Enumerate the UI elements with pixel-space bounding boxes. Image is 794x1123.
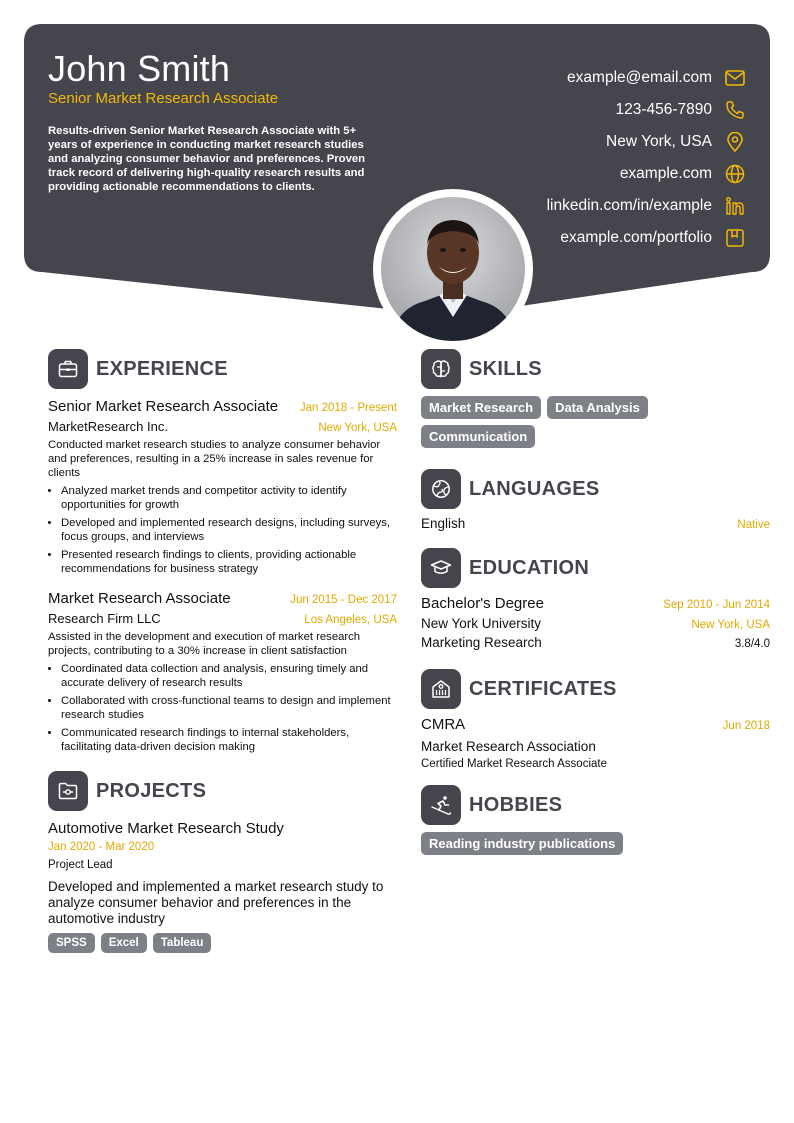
certificates-header [421,668,770,710]
candidate-title: Senior Market Research Associate [48,90,279,107]
brain-icon [421,349,461,389]
contact-location-text: New York, USA [606,133,712,150]
job-bullet: • Analyzed market trends and competitor activity to identify opportunities for growth [61,484,397,512]
certificate-issuer: Market Research Association [421,739,596,754]
job-company: Research Firm LLC [48,611,161,626]
profile-photo-image [381,197,525,341]
hobbies-list [421,832,770,861]
certificate-description: Certified Market Research Associate [421,758,607,770]
globe-network-icon [421,469,461,509]
skill-tag: Market Research [421,396,541,419]
project-tag: Excel [101,933,147,953]
project-tag: SPSS [48,933,95,953]
contact-website[interactable] [366,158,746,190]
candidate-name: John Smith [48,48,231,89]
certificate-name: CMRA [421,716,466,733]
folder-icon [48,771,88,811]
left-column [48,348,397,953]
education-date: Sep 2010 - Jun 2014 [663,599,770,611]
job-company: MarketResearch Inc. [48,419,168,434]
job-bullet: • Developed and implemented research designs, including surveys, focus groups, and interviews [61,516,397,544]
contact-phone[interactable] [366,94,746,126]
phone-icon [724,99,746,121]
project-description: Developed and implemented a market research study to analyze consumer behavior and preferences in the automotive industry [48,879,384,926]
education-gpa: 3.8/4.0 [734,638,770,650]
hobbies-heading: HOBBIES [469,793,563,816]
institution-icon [421,669,461,709]
job-date: Jun 2015 - Dec 2017 [290,594,397,606]
skill-tag: Communication [421,425,535,448]
languages-heading: LANGUAGES [469,477,600,500]
job-entry [48,398,397,576]
contact-location [366,126,746,158]
mail-icon [724,67,746,89]
projects-header [48,770,397,812]
briefcase-icon [48,349,88,389]
project-entry [48,820,397,953]
education-field: Marketing Research [421,635,542,650]
right-column [421,348,770,861]
skill-tag: Data Analysis [547,396,648,419]
contact-email[interactable] [366,62,746,94]
experience-heading: EXPERIENCE [96,357,228,380]
languages-header [421,468,770,510]
job-bullet: • Communicated research findings to internal stakeholders, facilitating data-driven decision making [61,726,397,754]
job-title: Senior Market Research Associate [48,398,279,415]
globe-icon [724,163,746,185]
experience-header [48,348,397,390]
job-description: Conducted market research studies to analyze consumer behavior and preferences, resulting in a 25% increase in sales revenue for clients [48,439,381,479]
education-school: New York University [421,616,542,631]
education-degree: Bachelor's Degree [421,595,544,612]
project-tags [48,933,397,953]
job-bullet: • Coordinated data collection and analysis, ensuring timely and accurate delivery of research results [61,662,397,690]
profile-summary: Results-driven Senior Market Research Associate with 5+ years of experience in conducting market research studies and analyzing consumer behavior and preferences. Proven track record of delivering high-quality research results and providing actionable recommendations to clients. [48,125,366,193]
project-tag: Tableau [153,933,212,953]
education-location: New York, USA [691,619,770,631]
job-bullets [48,484,397,576]
language-entry [421,516,770,531]
project-role: Project Lead [48,859,113,871]
language-level: Native [737,519,770,531]
profile-photo [373,189,533,349]
job-bullet: • Collaborated with cross-functional teams to design and implement research studies [61,694,397,722]
location-pin-icon [724,131,746,153]
projects-heading: PROJECTS [96,779,207,802]
job-bullet: • Presented research findings to clients, providing actionable recommendations for business strategy [61,548,397,576]
job-bullets [48,662,397,754]
education-header [421,547,770,589]
skills-heading: SKILLS [469,357,542,380]
job-description: Assisted in the development and execution of market research projects, contributing to a 30% increase in client satisfaction [48,631,361,657]
job-date: Jan 2018 - Present [299,402,397,414]
job-location: New York, USA [318,422,397,434]
hobby-tag: Reading industry publications [421,832,623,855]
contact-linkedin-text[interactable]: linkedin.com/in/example [546,197,712,214]
education-heading: EDUCATION [469,556,590,579]
project-title: Automotive Market Research Study [48,820,284,837]
hobbies-header [421,784,770,826]
education-entry [421,595,770,650]
skiing-icon [421,785,461,825]
project-date: Jan 2020 - Mar 2020 [48,841,155,853]
certificate-entry [421,716,770,770]
skills-list [421,396,681,454]
contact-portfolio-text[interactable]: example.com/portfolio [560,229,712,246]
graduation-cap-icon [421,548,461,588]
linkedin-icon [724,195,746,217]
job-title: Market Research Associate [48,590,231,607]
certificate-date: Jun 2018 [722,720,770,732]
certificates-heading: CERTIFICATES [469,677,617,700]
contact-phone-text[interactable]: 123-456-7890 [615,101,712,118]
bookmark-icon [724,227,746,249]
skills-header [421,348,770,390]
contact-website-text[interactable]: example.com [619,165,712,182]
language-name: English [421,516,466,531]
job-entry [48,590,397,754]
contact-email-text[interactable]: example@email.com [567,69,712,86]
job-location: Los Angeles, USA [304,614,397,626]
